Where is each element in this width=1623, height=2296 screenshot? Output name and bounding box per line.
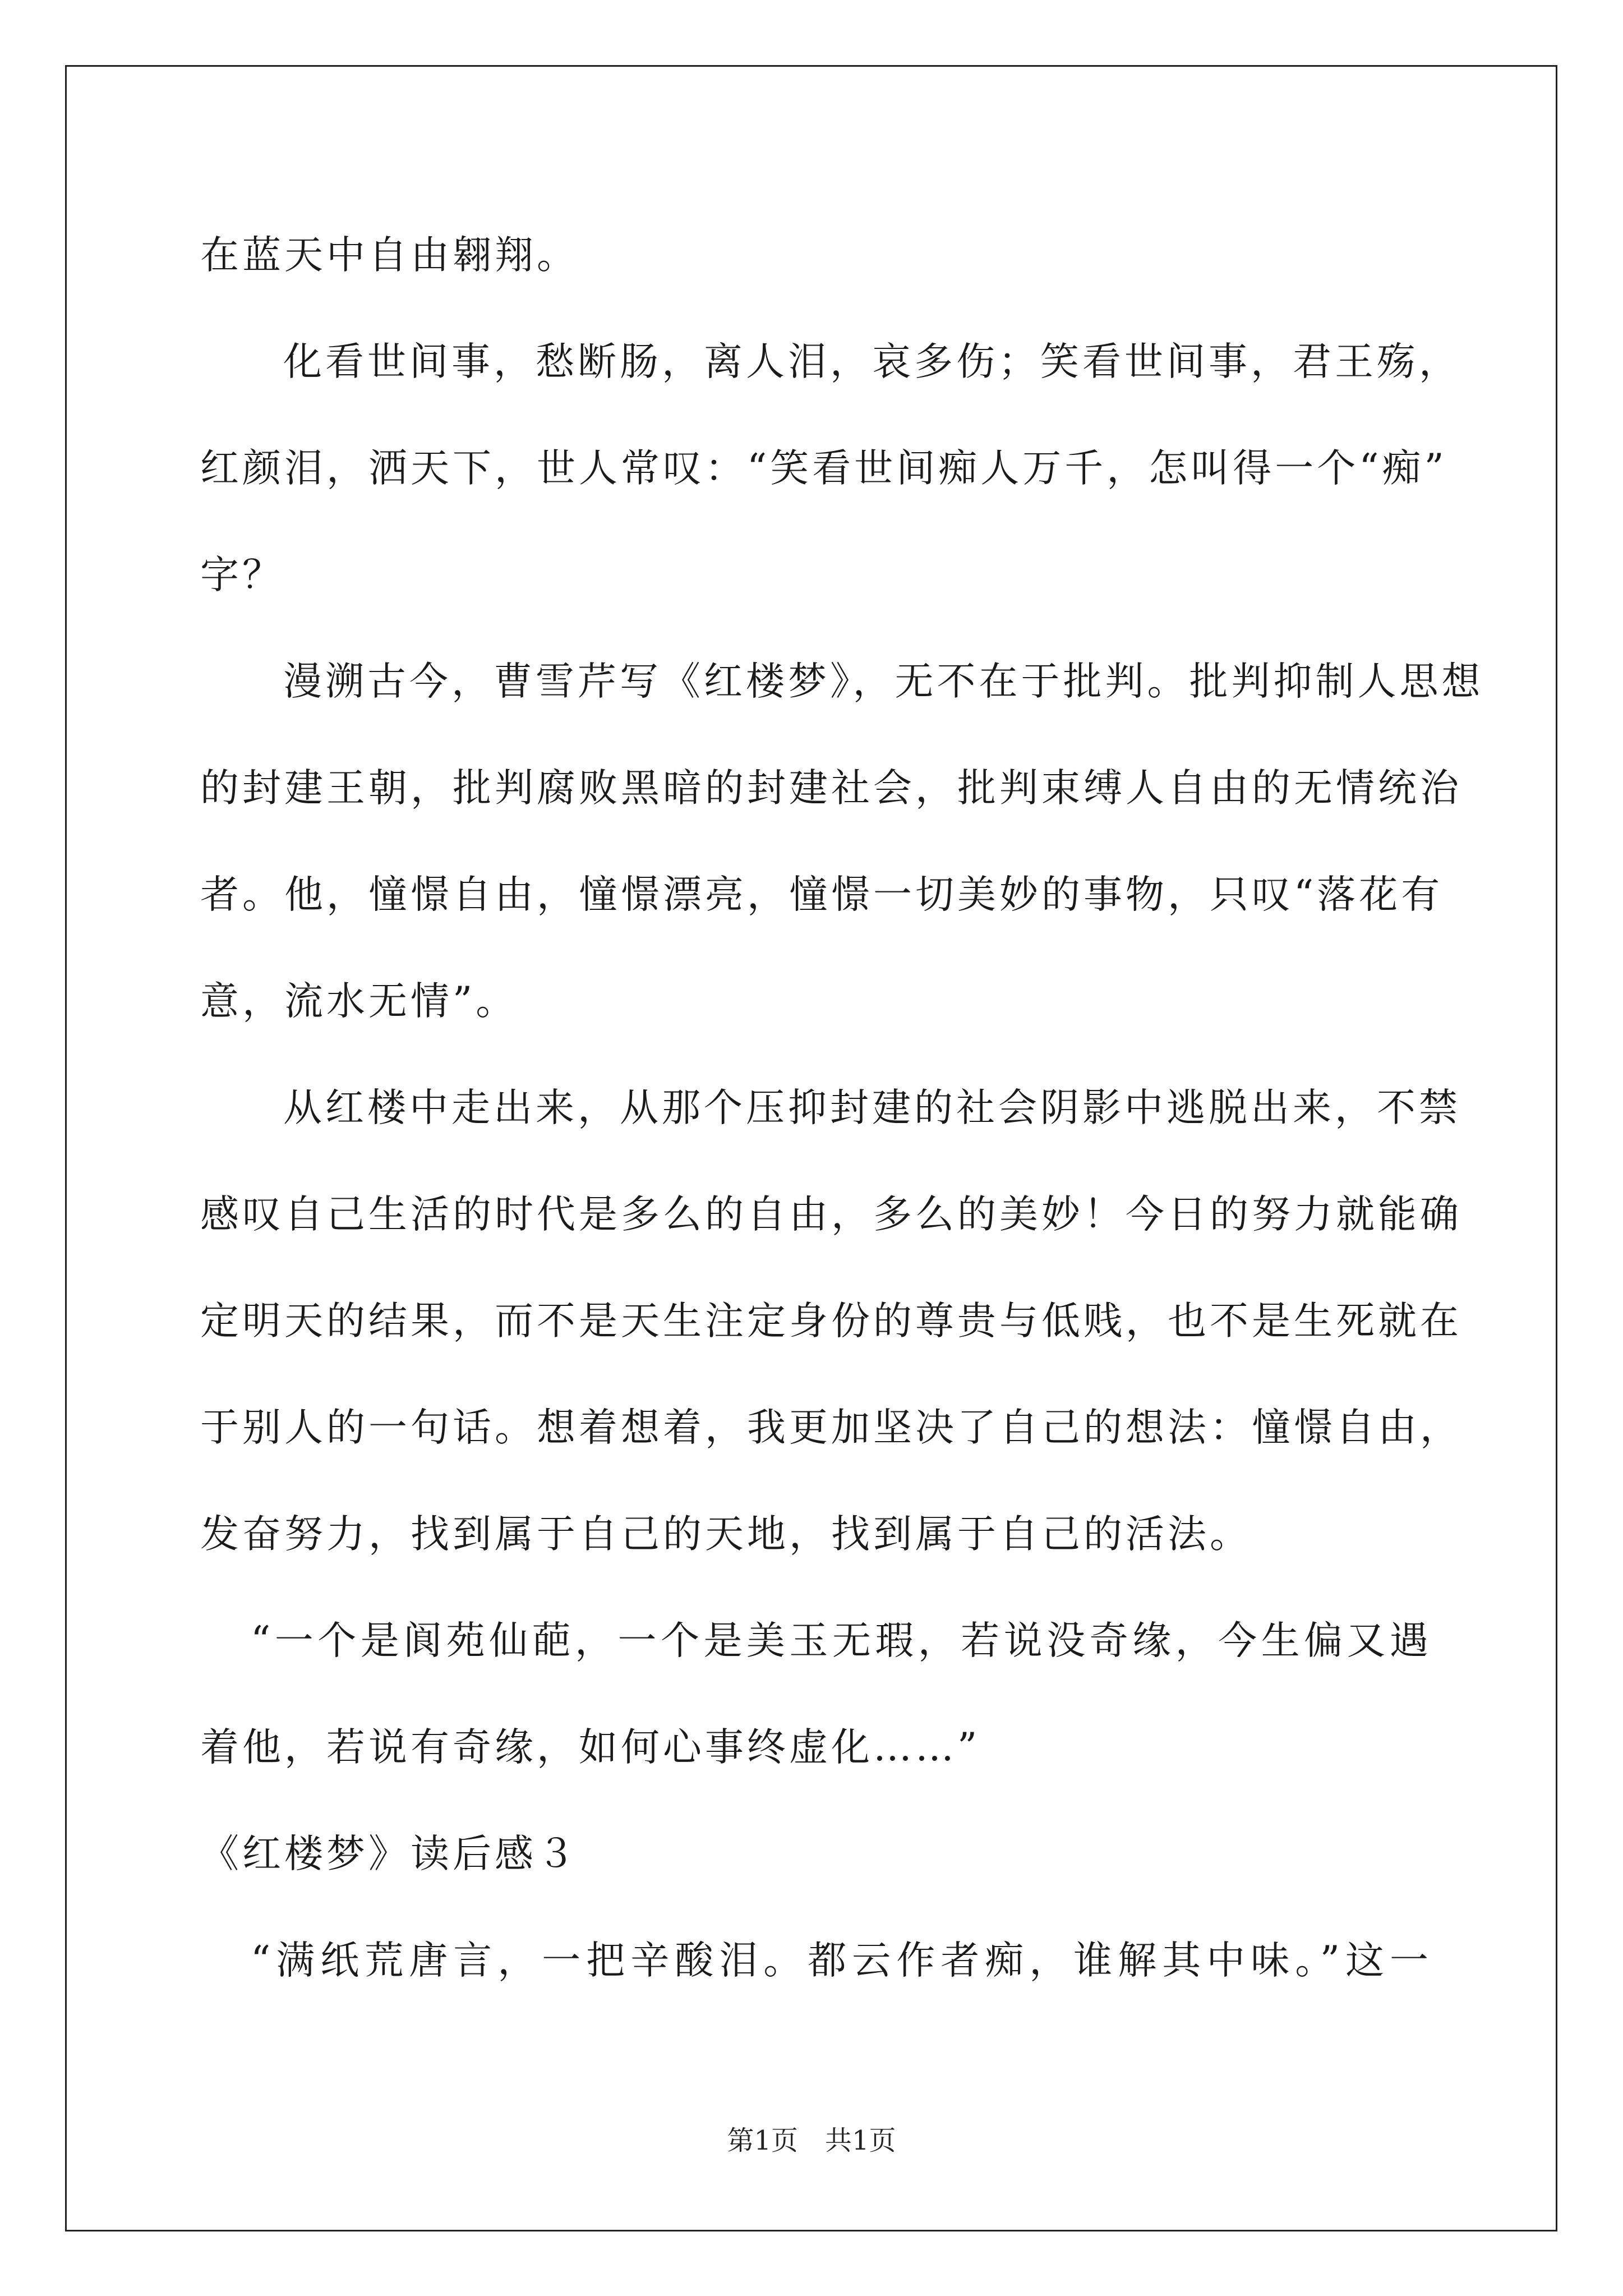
text-line: 字？ (200, 553, 284, 597)
text-line: 红颜泪，洒天下，世人常叹：“笑看世间痴人万千，怎叫得一个“痴” (200, 446, 1447, 491)
text-line: 在蓝天中自由翱翔。 (200, 233, 579, 278)
text-line: 化看世间事，愁断肠，离人泪，哀多伤；笑看世间事，君王殇， (283, 339, 1461, 384)
text-line: “一个是阆苑仙葩，一个是美玉无瑕，若说没奇缘，今生偏又遇 (251, 1618, 1432, 1663)
text-line: 漫溯古今，曹雪芹写《红楼梦》，无不在于批判。批判抑制人思想 (283, 659, 1484, 704)
text-line: 意，流水无情”。 (200, 979, 518, 1024)
page-footer: 第1页 共1页 (727, 2125, 896, 2156)
text-line: 者。他，憧憬自由，憧憬漂亮，憧憬一切美妙的事物，只叹“落花有 (200, 872, 1444, 917)
section-heading: 《红楼梦》读后感３ (200, 1832, 579, 1876)
text-line: 的封建王朝，批判腐败黑暗的封建社会，批判束缚人自由的无情统治 (200, 766, 1462, 811)
text-line: 定明天的结果，而不是天生注定身份的尊贵与低贱，也不是生死就在 (200, 1299, 1462, 1343)
text-line: 发奋努力，找到属于自己的天地，找到属于自己的活法。 (200, 1512, 1252, 1557)
text-line: 从红楼中走出来，从那个压抑封建的社会阴影中逃脱出来，不禁 (283, 1085, 1461, 1130)
text-line: 感叹自己生活的时代是多么的自由，多么的美妙！今日的努力就能确 (200, 1192, 1462, 1237)
document-body (200, 202, 1484, 2014)
text-line: 着他，若说有奇缘，如何心事终虚化……” (200, 1725, 981, 1770)
text-line: 于别人的一句话。想着想着，我更加坚决了自己的想法：憧憬自由， (200, 1405, 1462, 1450)
text-line: “满纸荒唐言，一把辛酸泪。都云作者痴，谁解其中味。”这一 (251, 1938, 1432, 1983)
